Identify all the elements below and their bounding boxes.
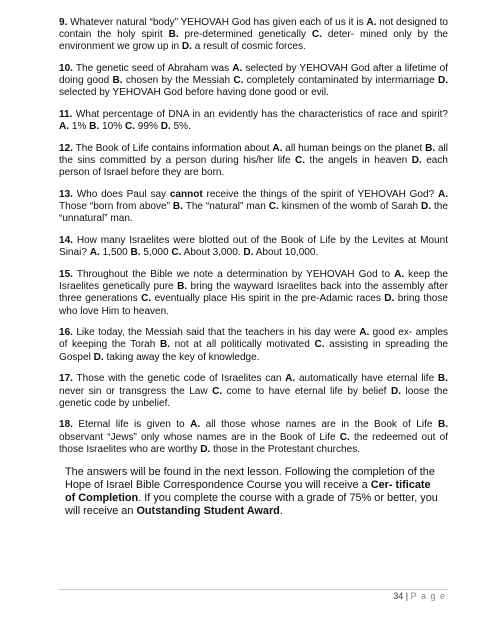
- question-number: 10.: [59, 63, 73, 75]
- page-word: P a g e: [410, 591, 446, 601]
- option-text: not at all politically motivated: [170, 339, 315, 351]
- note-text: . If you complete the course with a grade of 75% or better, you will receive an: [65, 492, 438, 518]
- option-text: bring those who love Him to heaven.: [59, 293, 448, 317]
- option-text: The “natural” man: [182, 201, 269, 213]
- question-12: [59, 143, 448, 179]
- option-letter: D.: [421, 201, 432, 213]
- option-text: 99%: [135, 121, 161, 133]
- option-letter: B.: [112, 75, 123, 87]
- option-text: selected by YEHOVAH God before having done good or evil.: [59, 87, 329, 99]
- page-number: 34: [393, 591, 404, 601]
- option-text: Those “born from above”: [59, 201, 173, 213]
- question-number: 9.: [59, 17, 68, 28]
- option-letter: A.: [59, 121, 70, 133]
- option-letter: A.: [232, 63, 243, 75]
- option-text: each person of Israel before they are born.: [59, 155, 448, 179]
- option-text: observant “Jews” only whose names are in the Book of Life: [59, 431, 340, 443]
- question-number: 12.: [59, 143, 73, 155]
- option-letter: D.: [160, 121, 171, 133]
- footer-divider: [59, 589, 448, 590]
- option-letter: D.: [384, 293, 395, 305]
- question-15: [59, 269, 448, 318]
- option-text: pre-determined genetically: [178, 29, 312, 41]
- option-letter: D.: [437, 75, 449, 87]
- option-letter: B.: [437, 419, 448, 431]
- option-text: completely contaminated by intermarriage: [243, 75, 438, 87]
- option-letter: D.: [181, 41, 192, 53]
- note-text: .: [279, 505, 283, 518]
- option-letter: A.: [359, 327, 370, 339]
- option-text: all those whose names are in the Book of Life: [200, 419, 438, 431]
- question-number: 13.: [59, 189, 73, 201]
- question-number: 18.: [59, 419, 73, 431]
- question-number: 11.: [59, 109, 73, 121]
- option-text: come to have eternal life by belief: [222, 385, 391, 397]
- option-letter: C.: [124, 121, 135, 133]
- question-text: Eternal life is given to: [72, 419, 191, 431]
- certificate-title: Cer- tificate of Completion: [65, 479, 431, 505]
- question-13: [59, 189, 448, 225]
- award-title: Outstanding Student Award: [136, 505, 280, 518]
- option-letter: C.: [339, 431, 350, 443]
- option-text: selected by YEHOVAH God after a lifetime of doing good: [59, 63, 449, 87]
- option-letter: C.: [314, 339, 325, 351]
- option-letter: C.: [212, 385, 223, 397]
- option-letter: B.: [89, 121, 100, 133]
- option-letter: C.: [311, 29, 322, 41]
- option-letter: C.: [233, 75, 244, 87]
- question-number: 16.: [59, 327, 73, 339]
- question-9: [59, 17, 448, 53]
- question-text: Whatever natural “body” YEHOVAH God has given each of us it is: [67, 17, 367, 28]
- note-text: The answers will be found in the next lesson. Following the completion of the Hope of Israel Bible Correspondence Course you will receive a: [65, 465, 435, 492]
- option-text: automatically have eternal life: [295, 373, 438, 385]
- option-text: 1%: [69, 121, 90, 133]
- option-letter: A.: [285, 373, 296, 385]
- option-text: a result of cosmic forces.: [191, 41, 306, 53]
- option-letter: B.: [425, 143, 436, 155]
- question-number: 14.: [59, 235, 73, 247]
- option-text: deter- mined only by the environment we grow up in: [59, 29, 448, 53]
- option-text: never sin or transgress the Law: [59, 385, 213, 397]
- option-letter: D.: [390, 385, 402, 397]
- question-text: Throughout the Bible we note a determination by YEHOVAH God to: [72, 269, 395, 281]
- option-text: kinsmen of the womb of Sarah: [278, 201, 422, 213]
- question-text: Like today, the Messiah said that the teachers in his day were: [72, 327, 360, 339]
- question-17: [59, 373, 448, 409]
- option-text: keep the Israelites genetically pure: [59, 269, 448, 293]
- option-letter: B.: [159, 339, 171, 351]
- option-letter: D.: [243, 247, 254, 259]
- option-letter: B.: [172, 201, 183, 213]
- option-text: bring the wayward Israelites back into the assembly after three generations: [59, 281, 448, 305]
- question-text: Those with the genetic code of Israelites can: [72, 373, 286, 385]
- option-text: 10%: [99, 121, 125, 133]
- option-letter: D.: [411, 155, 422, 167]
- option-letter: A.: [366, 17, 377, 28]
- option-text: loose the genetic code by unbelief.: [59, 385, 448, 409]
- option-letter: A.: [190, 419, 201, 431]
- question-number: 17.: [59, 373, 73, 385]
- option-text: taking away the key of knowledge.: [103, 351, 260, 363]
- option-letter: C.: [171, 247, 182, 259]
- question-14: [59, 235, 448, 259]
- question-text-continued: receive the things of the spirit of YEHOVAH God?: [202, 189, 438, 201]
- option-text: those in the Protestant churches.: [210, 443, 361, 455]
- option-text: chosen by the Messiah: [122, 75, 234, 87]
- question-16: [59, 327, 448, 363]
- option-letter: B.: [130, 247, 141, 259]
- emphasis-word: cannot: [169, 189, 203, 201]
- option-letter: B.: [168, 29, 179, 41]
- option-text: the angels in heaven: [305, 155, 412, 167]
- question-number: 15.: [59, 269, 73, 281]
- option-letter: B.: [177, 281, 188, 293]
- option-text: the “unnatural” man.: [59, 201, 448, 225]
- question-text: Who does Paul say: [72, 189, 170, 201]
- option-text: 5,000: [140, 247, 172, 259]
- option-text: 1,500: [99, 247, 131, 259]
- option-letter: C.: [141, 293, 152, 305]
- option-text: the redeemed out of those Israelites who are worthy: [59, 431, 448, 455]
- option-text: all human beings on the planet: [282, 143, 426, 155]
- option-text: About 10,000.: [253, 247, 319, 259]
- option-text: eventually place His spirit in the pre-Adamic races: [151, 293, 385, 305]
- footer-separator: |: [403, 591, 411, 601]
- question-text: What percentage of DNA in an evidently has the characteristics of race and spirit?: [72, 109, 448, 121]
- question-18: [59, 419, 448, 455]
- question-11: [59, 109, 448, 133]
- option-text: assisting in spreading the Gospel: [59, 339, 449, 363]
- option-letter: C.: [268, 201, 279, 213]
- option-text: About 3,000.: [181, 247, 244, 259]
- question-text: The genetic seed of Abraham was: [72, 63, 233, 75]
- option-letter: D.: [200, 443, 211, 455]
- option-letter: A.: [437, 189, 448, 201]
- option-letter: C.: [295, 155, 306, 167]
- option-letter: A.: [89, 247, 100, 259]
- option-text: good ex- amples of keeping the Torah: [59, 327, 448, 351]
- option-letter: A.: [272, 143, 283, 155]
- page-footer: [393, 591, 446, 601]
- option-letter: D.: [93, 351, 104, 363]
- question-10: [59, 63, 448, 99]
- option-text: 5%.: [170, 121, 191, 133]
- completion-note: [65, 466, 442, 519]
- option-letter: B.: [437, 373, 448, 385]
- question-text: The Book of Life contains information about: [72, 143, 273, 155]
- option-text: all the sins committed by a person during his/her life: [59, 143, 449, 167]
- option-letter: A.: [394, 269, 405, 281]
- question-text: How many Israelites were blotted out of the Book of Life by the Levites at Mount Sinai?: [59, 235, 448, 259]
- option-text: not designed to contain the holy spirit: [59, 17, 448, 41]
